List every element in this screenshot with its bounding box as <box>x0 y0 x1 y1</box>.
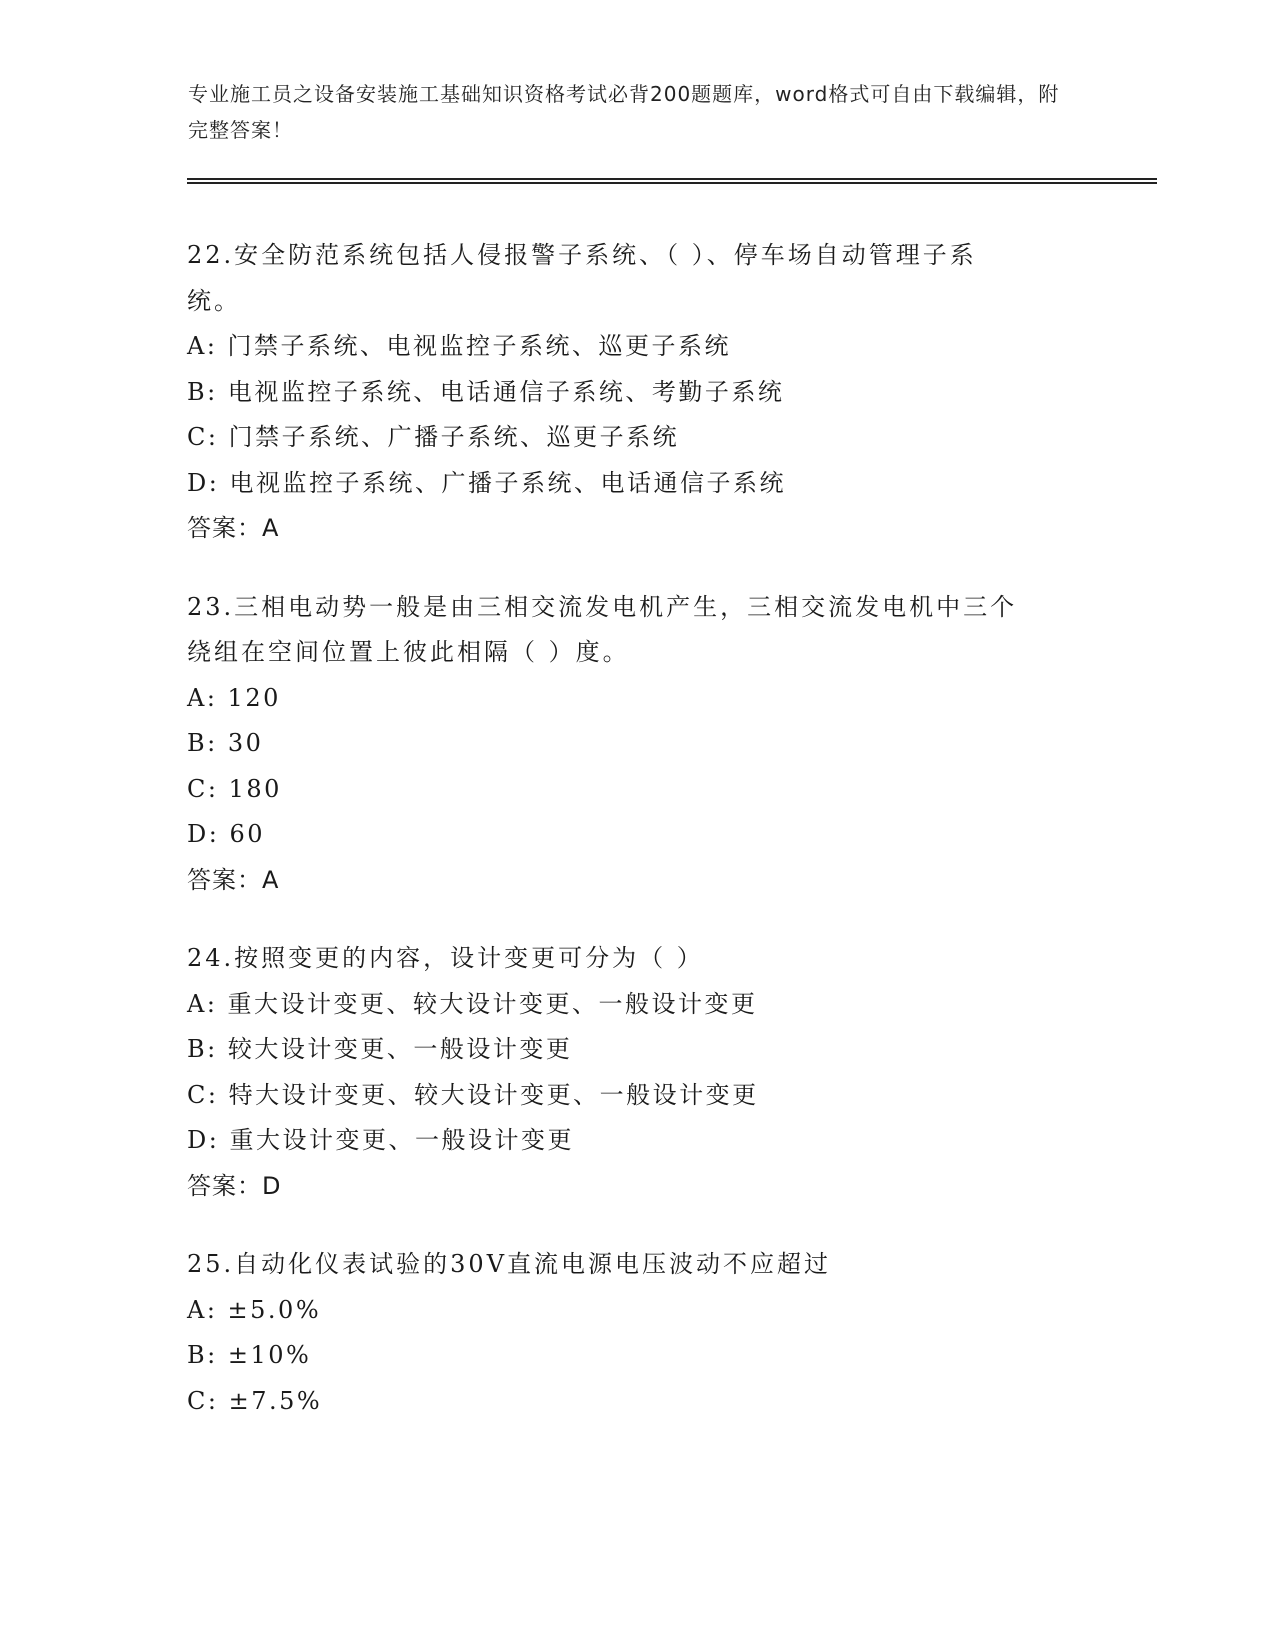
option-d: D: 60 <box>187 820 265 848</box>
question-22 <box>187 233 1087 552</box>
question-stem-line: 22.安全防范系统包括人侵报警子系统、（ ）、停车场自动管理子系 <box>187 241 977 269</box>
option-b: B: 30 <box>187 729 264 757</box>
answer-label: 答案：A <box>187 514 280 542</box>
question-23 <box>187 585 1087 904</box>
question-stem-line: 25.自动化仪表试验的30V直流电源电压波动不应超过 <box>187 1250 832 1278</box>
answer-label: 答案：A <box>187 865 280 894</box>
document-header: 专业施工员之设备安装施工基础知识资格考试必背200题题库，word格式可自由下载编辑，附完整答案！ <box>188 82 1060 142</box>
header-double-rule <box>187 178 1157 184</box>
question-stem-line: 绕组在空间位置上彼此相隔（ ）度。 <box>187 638 630 666</box>
question-25 <box>187 1242 1087 1424</box>
option-b: B: ±10% <box>187 1341 312 1369</box>
option-c: C: 特大设计变更、较大设计变更、一般设计变更 <box>187 1080 759 1109</box>
option-c: C: 门禁子系统、广播子系统、巡更子系统 <box>187 423 680 451</box>
option-d: D: 电视监控子系统、广播子系统、电话通信子系统 <box>187 468 786 497</box>
question-list <box>187 233 1087 1457</box>
option-b: B: 电视监控子系统、电话通信子系统、考勤子系统 <box>187 377 785 406</box>
option-a: A: 120 <box>187 683 281 712</box>
question-stem-line: 23.三相电动势一般是由三相交流发电机产生，三相交流发电机中三个 <box>187 592 1018 621</box>
option-a: A: ±5.0% <box>187 1295 322 1324</box>
question-stem-line: 24.按照变更的内容，设计变更可分为（ ） <box>187 944 704 972</box>
option-c: C: 180 <box>187 774 282 803</box>
option-c: C: ±7.5% <box>187 1386 323 1415</box>
question-24 <box>187 936 1087 1209</box>
answer-label: 答案：D <box>187 1171 282 1200</box>
option-a: A: 门禁子系统、电视监控子系统、巡更子系统 <box>187 332 732 360</box>
option-a: A: 重大设计变更、较大设计变更、一般设计变更 <box>187 989 758 1018</box>
option-d: D: 重大设计变更、一般设计变更 <box>187 1126 574 1154</box>
question-stem-line: 统。 <box>187 286 241 315</box>
option-b: B: 较大设计变更、一般设计变更 <box>187 1035 573 1063</box>
